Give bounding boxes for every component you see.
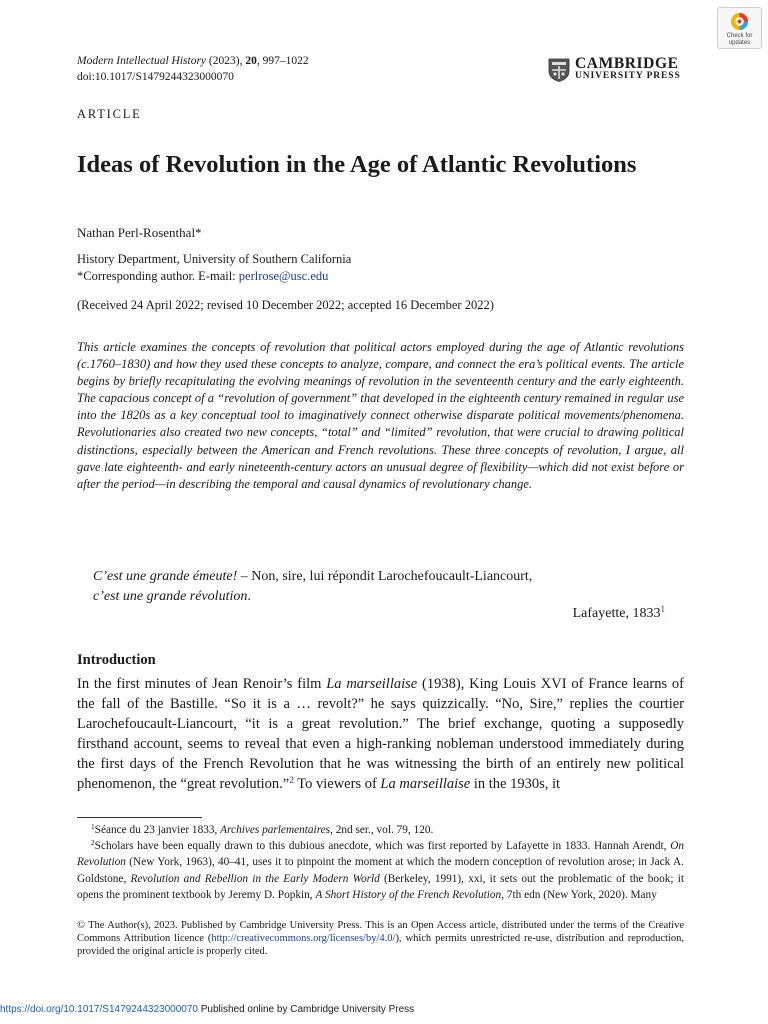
epigraph-source: Lafayette, 1833$^1$ — [572, 604, 665, 621]
journal-doi: doi:10.1017/S1479244323000070 — [77, 71, 234, 83]
journal-name: Modern Intellectual History — [77, 55, 207, 67]
check-updates-icon — [730, 12, 749, 31]
footnotes — [77, 822, 684, 903]
submission-dates: (Received 24 April 2022; revised 10 December 2022; accepted 16 December 2022) — [77, 298, 494, 312]
author-email-link[interactable]: perlrose@usc.edu — [238, 269, 329, 283]
author-name: Nathan Perl-Rosenthal* — [77, 225, 202, 240]
body-paragraph: In the first minutes of Jean Renoir’s film La marseillaise (1938), King Louis XVI of France learns of the fall of the Bastille. “So it is a … revolt?” he says quizzically. “No, Sire,” replies the courtier Larochefoucault-Liancourt, “it is a great revolution.” The brief exchange, quoting a supposedly firsthand account, seems to reveal that even a high-ranking nobleman understood immediately during the first days of the French Revolution that he was witnessing the birth of an entirely new political phenomenon, the “great revolution.”$^2$ To viewers of La marseillaise in the 1930s, it — [77, 676, 685, 792]
article-type: ARTICLE — [77, 107, 142, 121]
publisher-subname: UNIVERSITY PRESS — [575, 71, 681, 81]
abstract: This article examines the concepts of revolution that political actors employed during the age of Atlantic revolutions (c.1760–1830) and how they used these concepts to analyze, compare, and connect the era’s political events. The article begins by briefly recapitulating the evolving meanings of revolution in the seventeenth century and the early eighteenth. The capacious concept of a “revolution of government” that developed in the eighteenth century remained in regular use into the 1820s as a key conceptual tool to imaginatively connect otherwise disparate political movements/phenomena. Revolutionaries also created two new concepts, “total” and “limited” revolution, that were crucial to drawing political distinctions, especially between the American and French revolutions. These three concepts of revolution, I argue, all gave late eighteenth- and early nineteenth-century actors an unusual degree of flexibility—which did not exist before or after the period—in describing the temporal and causal dynamics of revolutionary change. — [77, 340, 684, 491]
doi-link[interactable]: https://doi.org/10.1017/S1479244323000070 — [0, 1004, 198, 1015]
journal-citation: Modern Intellectual History (2023), 20, 997–1022 doi:10.1017/S1479244323000070 — [77, 55, 309, 83]
license-statement: © The Author(s), 2023. Published by Cambridge University Press. This is an Open Access article, distributed under the terms of the Creative Commons Attribution licence (http://creativecommons.org/licenses/by/4.0/), which permits unrestricted re-use, distribution and reproduction, provided the original article is properly cited. — [77, 920, 685, 957]
article-title: Ideas of Revolution in the Age of Atlantic Revolutions — [77, 151, 637, 178]
corresponding-author-label: *Corresponding author. E-mail: — [77, 269, 239, 283]
epigraph: C’est une grande émeute! – Non, sire, lui répondit Larochefoucault-Liancourt, c’est une grande révolution. — [93, 569, 533, 604]
cambridge-logo[interactable] — [548, 55, 681, 82]
footnote-2: $^2$Scholars have been equally drawn to this dubious anecdote, which was first reported by Lafayette in 1833. Hannah Arendt, On Revolution (New York, 1963), 40–41, uses it to pinpoint the moment at which the modern conception of revolution arose; in Jack A. Goldstone, Revolution and Rebellion in the Early Modern World (Berkeley, 1991), xxi, it sets out the problematic of the book; it opens the prominent textbook by Jeremy D. Popkin, A Short History of the French Revolution, 7th edn (New York, 2020). Many — [77, 838, 684, 901]
publisher-name: CAMBRIDGE — [575, 55, 679, 72]
published-online: Published online by Cambridge University Press — [197, 1004, 415, 1015]
affiliation-block — [77, 251, 351, 285]
affiliation: History Department, University of Southern California — [77, 252, 352, 266]
footnote-ref-2[interactable]: 2 — [289, 775, 294, 786]
check-for-updates-badge[interactable]: Check for updates — [717, 7, 762, 49]
journal-volume: 20 — [245, 55, 257, 67]
license-link[interactable]: http://creativecommons.org/licenses/by/4.0/ — [211, 932, 396, 944]
footnote-ref-1[interactable]: 1 — [660, 604, 665, 614]
section-heading: Introduction — [77, 652, 156, 668]
footer-bar — [0, 1004, 414, 1015]
footnote-1: $^1$Séance du 23 janvier 1833, Archives parlementaires, 2nd ser., vol. 79, 120. — [91, 821, 434, 836]
footnote-divider — [77, 817, 202, 818]
shield-icon — [548, 58, 570, 82]
